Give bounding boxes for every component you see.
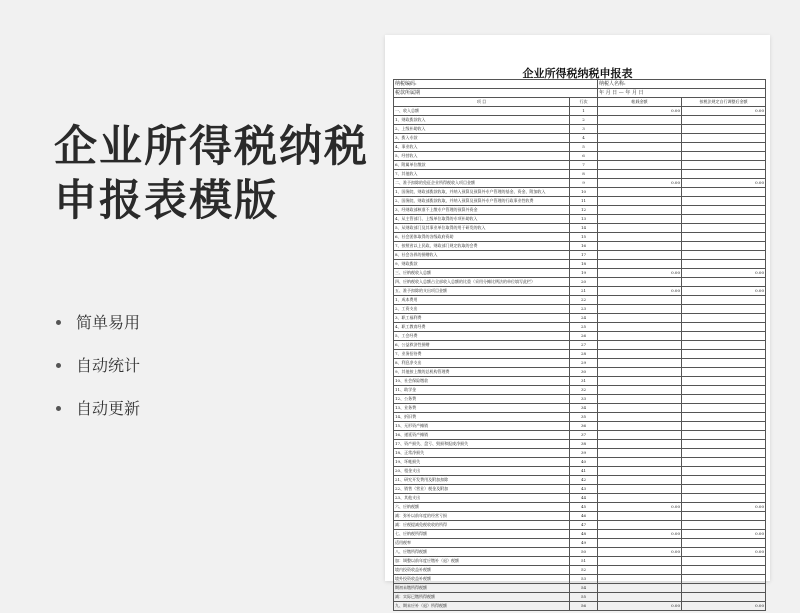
row-line-number: 54 — [570, 584, 598, 593]
row-book-amount — [598, 368, 682, 377]
row-adjusted-amount — [682, 170, 766, 179]
feature-item: 自动更新 — [54, 398, 140, 419]
row-adjusted-amount — [682, 233, 766, 242]
row-line-number: 44 — [570, 494, 598, 503]
row-item-label: 8、利息净支出 — [394, 359, 570, 368]
row-line-number: 4 — [570, 134, 598, 143]
row-item-label: 减：实际已缴所得税额 — [394, 593, 570, 602]
row-item-label: 九、期末应补（退）所得税额 — [394, 602, 570, 611]
period-text: 年 月 日 — 年 月 日 — [598, 89, 766, 98]
row-adjusted-amount — [682, 305, 766, 314]
row-item-label: 14、折旧费 — [394, 413, 570, 422]
row-line-number: 6 — [570, 152, 598, 161]
table-row — [394, 287, 766, 296]
table-row — [394, 503, 766, 512]
row-line-number: 30 — [570, 368, 598, 377]
table-row — [394, 296, 766, 305]
table-row — [394, 161, 766, 170]
row-line-number: 22 — [570, 296, 598, 305]
row-book-amount: 0.00 — [598, 602, 682, 611]
row-line-number: 26 — [570, 332, 598, 341]
row-item-label: 3、经财政部核准不上缴专户管理的预算外资金 — [394, 206, 570, 215]
row-book-amount: 0.00 — [598, 503, 682, 512]
row-book-amount — [598, 296, 682, 305]
row-line-number: 19 — [570, 269, 598, 278]
row-adjusted-amount — [682, 242, 766, 251]
row-line-number: 34 — [570, 404, 598, 413]
table-row — [394, 530, 766, 539]
row-item-label: 16、递延资产摊销 — [394, 431, 570, 440]
row-adjusted-amount — [682, 449, 766, 458]
row-book-amount — [598, 251, 682, 260]
row-adjusted-amount — [682, 314, 766, 323]
table-row — [394, 575, 766, 584]
row-item-label: 八、应缴所得税额 — [394, 548, 570, 557]
row-item-label: 7、业务招待费 — [394, 350, 570, 359]
row-line-number: 3 — [570, 125, 598, 134]
row-book-amount — [598, 305, 682, 314]
row-line-number: 24 — [570, 314, 598, 323]
row-book-amount — [598, 566, 682, 575]
row-line-number: 38 — [570, 440, 598, 449]
row-adjusted-amount — [682, 539, 766, 548]
row-book-amount: 0.00 — [598, 269, 682, 278]
row-item-label: 4、从主管部门、上级单位取得的专项补助收入 — [394, 215, 570, 224]
table-row — [394, 476, 766, 485]
taxpayer-id-label: 纳税编码: — [394, 80, 598, 89]
table-row — [394, 107, 766, 116]
row-book-amount — [598, 494, 682, 503]
row-book-amount — [598, 422, 682, 431]
row-adjusted-amount — [682, 143, 766, 152]
row-item-label: 期初未缴所得税额 — [394, 584, 570, 593]
row-item-label: 21、研究开发费用及附加扣除 — [394, 476, 570, 485]
row-line-number: 45 — [570, 503, 598, 512]
row-item-label: 二、准予扣除的免征企业所得税收入项目金额 — [394, 179, 570, 188]
row-line-number: 41 — [570, 467, 598, 476]
column-header: 行次 — [570, 98, 598, 107]
row-adjusted-amount — [682, 341, 766, 350]
table-row — [394, 449, 766, 458]
table-row — [394, 152, 766, 161]
table-row — [394, 521, 766, 530]
table-row — [394, 458, 766, 467]
row-book-amount — [598, 449, 682, 458]
row-item-label: 四、应纳税收入总额占全部收入总额的比重（采用分摊比例法的单位填写此栏） — [394, 278, 570, 287]
row-book-amount — [598, 242, 682, 251]
row-adjusted-amount — [682, 431, 766, 440]
row-adjusted-amount — [682, 440, 766, 449]
row-book-amount — [598, 206, 682, 215]
table-row — [394, 413, 766, 422]
row-line-number: 10 — [570, 188, 598, 197]
row-adjusted-amount — [682, 260, 766, 269]
table-row — [394, 350, 766, 359]
row-item-label: 23、其他支出 — [394, 494, 570, 503]
row-adjusted-amount — [682, 188, 766, 197]
row-book-amount — [598, 233, 682, 242]
row-line-number: 21 — [570, 287, 598, 296]
row-book-amount — [598, 161, 682, 170]
row-line-number: 50 — [570, 548, 598, 557]
table-row — [394, 359, 766, 368]
table-row — [394, 584, 766, 593]
row-book-amount — [598, 575, 682, 584]
table-row — [394, 170, 766, 179]
row-adjusted-amount — [682, 494, 766, 503]
row-adjusted-amount — [682, 134, 766, 143]
row-line-number: 43 — [570, 485, 598, 494]
row-book-amount — [598, 341, 682, 350]
row-line-number: 37 — [570, 431, 598, 440]
row-line-number: 32 — [570, 386, 598, 395]
table-row — [394, 251, 766, 260]
row-book-amount: 0.00 — [598, 530, 682, 539]
row-adjusted-amount: 0.00 — [682, 602, 766, 611]
row-adjusted-amount — [682, 584, 766, 593]
row-item-label: 19、坏帐损失 — [394, 458, 570, 467]
row-adjusted-amount — [682, 512, 766, 521]
row-item-label: 15、无形资产摊销 — [394, 422, 570, 431]
row-adjusted-amount — [682, 359, 766, 368]
row-book-amount — [598, 377, 682, 386]
row-book-amount — [598, 476, 682, 485]
row-item-label: 1、成本费用 — [394, 296, 570, 305]
table-row — [394, 602, 766, 611]
table-row — [394, 179, 766, 188]
row-adjusted-amount: 0.00 — [682, 179, 766, 188]
row-adjusted-amount — [682, 476, 766, 485]
table-row — [394, 386, 766, 395]
row-book-amount — [598, 413, 682, 422]
tax-period-row — [394, 89, 766, 98]
row-item-label: 13、业务费 — [394, 404, 570, 413]
row-book-amount — [598, 332, 682, 341]
row-book-amount — [598, 170, 682, 179]
row-line-number: 7 — [570, 161, 598, 170]
row-adjusted-amount: 0.00 — [682, 107, 766, 116]
table-row — [394, 134, 766, 143]
row-adjusted-amount — [682, 521, 766, 530]
taxpayer-name-label: 纳税人名称: — [598, 80, 766, 89]
row-item-label: 17、资产损失、盘亏、毁损和报废净损失 — [394, 440, 570, 449]
row-book-amount — [598, 224, 682, 233]
hero-title: 企业所得税纳税申报表模版 — [54, 122, 369, 226]
feature-item: 自动统计 — [54, 355, 140, 376]
row-adjusted-amount — [682, 593, 766, 602]
row-adjusted-amount — [682, 224, 766, 233]
row-item-label: 五、准予扣除的支出项目金额 — [394, 287, 570, 296]
row-adjusted-amount — [682, 278, 766, 287]
table-row — [394, 440, 766, 449]
feature-item: 简单易用 — [54, 312, 140, 333]
row-line-number: 52 — [570, 566, 598, 575]
row-item-label: 1、国务院、财政部拨款收取，并纳入预算及预算外专户管理的基金、资金、附加收入 — [394, 188, 570, 197]
table-row — [394, 125, 766, 134]
row-line-number: 23 — [570, 305, 598, 314]
row-book-amount — [598, 386, 682, 395]
table-row — [394, 557, 766, 566]
row-adjusted-amount: 0.00 — [682, 287, 766, 296]
row-book-amount — [598, 512, 682, 521]
row-item-label: 六、应纳税额 — [394, 503, 570, 512]
row-line-number: 35 — [570, 413, 598, 422]
row-book-amount — [598, 440, 682, 449]
table-row — [394, 269, 766, 278]
column-header: 按税法规定自行调整后金额 — [682, 98, 766, 107]
row-adjusted-amount — [682, 152, 766, 161]
row-book-amount — [598, 215, 682, 224]
row-adjusted-amount — [682, 395, 766, 404]
row-line-number: 49 — [570, 539, 598, 548]
row-item-label: 4、事业收入 — [394, 143, 570, 152]
table-row — [394, 368, 766, 377]
table-row — [394, 260, 766, 269]
row-book-amount — [598, 485, 682, 494]
table-row — [394, 188, 766, 197]
row-item-label: 七、应纳税所得额 — [394, 530, 570, 539]
row-adjusted-amount — [682, 125, 766, 134]
table-row — [394, 467, 766, 476]
table-row — [394, 278, 766, 287]
row-item-label: 减：应税提减免税收收的所得 — [394, 521, 570, 530]
tax-authority-label: 税款所属期 — [394, 89, 598, 98]
table-row — [394, 566, 766, 575]
row-item-label: 18、正常净损失 — [394, 449, 570, 458]
row-line-number: 1 — [570, 107, 598, 116]
row-item-label: 6、社会团体取得的各级政府资助 — [394, 233, 570, 242]
row-line-number: 53 — [570, 575, 598, 584]
row-book-amount — [598, 557, 682, 566]
row-line-number: 11 — [570, 197, 598, 206]
row-line-number: 9 — [570, 179, 598, 188]
row-adjusted-amount — [682, 458, 766, 467]
row-item-label: 加：调整以前年度应缴补（退）税额 — [394, 557, 570, 566]
document-title: 企业所得税纳税申报表 — [522, 67, 633, 80]
row-item-label: 减：弥补以前年度的经营亏损 — [394, 512, 570, 521]
row-adjusted-amount — [682, 386, 766, 395]
row-book-amount — [598, 431, 682, 440]
row-item-label: 三、应纳税收入总额 — [394, 269, 570, 278]
row-item-label: 境外投资收益补税额 — [394, 575, 570, 584]
row-item-label: 7、其他收入 — [394, 170, 570, 179]
row-item-label: 5、工会经费 — [394, 332, 570, 341]
row-book-amount — [598, 458, 682, 467]
row-adjusted-amount — [682, 566, 766, 575]
row-adjusted-amount — [682, 332, 766, 341]
row-adjusted-amount — [682, 557, 766, 566]
row-book-amount — [598, 143, 682, 152]
row-line-number: 5 — [570, 143, 598, 152]
row-item-label: 8、社会各界的捐赠收入 — [394, 251, 570, 260]
row-book-amount: 0.00 — [598, 548, 682, 557]
table-row — [394, 224, 766, 233]
row-item-label: 5、从财政部门及其事业单位取得的用于研发的收入 — [394, 224, 570, 233]
row-line-number: 2 — [570, 116, 598, 125]
table-row — [394, 305, 766, 314]
table-row — [394, 197, 766, 206]
row-item-label: 9、财政拨款 — [394, 260, 570, 269]
row-item-label: 境内投资收益补税额 — [394, 566, 570, 575]
row-book-amount — [598, 359, 682, 368]
row-line-number: 13 — [570, 215, 598, 224]
row-adjusted-amount — [682, 116, 766, 125]
row-line-number: 25 — [570, 323, 598, 332]
row-item-label: 适用税率 — [394, 539, 570, 548]
row-line-number: 16 — [570, 242, 598, 251]
row-item-label: 20、租金支出 — [394, 467, 570, 476]
table-row — [394, 116, 766, 125]
row-adjusted-amount — [682, 323, 766, 332]
row-line-number: 56 — [570, 602, 598, 611]
row-item-label: 6、公益救济性捐赠 — [394, 341, 570, 350]
row-adjusted-amount — [682, 251, 766, 260]
row-line-number: 42 — [570, 476, 598, 485]
table-row — [394, 314, 766, 323]
row-adjusted-amount — [682, 350, 766, 359]
row-adjusted-amount — [682, 161, 766, 170]
row-line-number: 8 — [570, 170, 598, 179]
row-item-label: 4、职工教育经费 — [394, 323, 570, 332]
row-book-amount — [598, 125, 682, 134]
table-row — [394, 323, 766, 332]
row-item-label: 一、收入总额 — [394, 107, 570, 116]
row-adjusted-amount: 0.00 — [682, 548, 766, 557]
row-item-label: 6、附属单位缴款 — [394, 161, 570, 170]
row-book-amount: 0.00 — [598, 179, 682, 188]
column-header-row — [394, 98, 766, 107]
row-line-number: 27 — [570, 341, 598, 350]
row-book-amount — [598, 323, 682, 332]
table-row — [394, 233, 766, 242]
row-item-label: 3、职工福利费 — [394, 314, 570, 323]
row-book-amount — [598, 395, 682, 404]
row-adjusted-amount — [682, 368, 766, 377]
table-row — [394, 143, 766, 152]
row-item-label: 7、按照省以上民政、财政部门规定收取的会费 — [394, 242, 570, 251]
row-line-number: 47 — [570, 521, 598, 530]
row-line-number: 28 — [570, 350, 598, 359]
document-preview — [385, 35, 770, 608]
row-book-amount: 0.00 — [598, 107, 682, 116]
table-row — [394, 485, 766, 494]
row-line-number: 29 — [570, 359, 598, 368]
taxpayer-info-row — [394, 80, 766, 89]
row-book-amount: 0.00 — [598, 287, 682, 296]
row-item-label: 10、社会保险缴款 — [394, 377, 570, 386]
table-row — [394, 341, 766, 350]
table-row — [394, 206, 766, 215]
row-item-label: 2、工资支出 — [394, 305, 570, 314]
table-row — [394, 332, 766, 341]
column-header: 帐载金额 — [598, 98, 682, 107]
table-row — [394, 242, 766, 251]
row-book-amount — [598, 350, 682, 359]
row-item-label: 12、公务费 — [394, 395, 570, 404]
table-row — [394, 215, 766, 224]
row-book-amount — [598, 404, 682, 413]
tax-form-table — [393, 79, 766, 611]
table-row — [394, 539, 766, 548]
row-book-amount — [598, 314, 682, 323]
row-book-amount — [598, 539, 682, 548]
row-adjusted-amount — [682, 467, 766, 476]
row-adjusted-amount — [682, 206, 766, 215]
row-line-number: 17 — [570, 251, 598, 260]
table-row — [394, 512, 766, 521]
row-item-label: 5、经营收入 — [394, 152, 570, 161]
row-adjusted-amount — [682, 575, 766, 584]
row-line-number: 55 — [570, 593, 598, 602]
row-adjusted-amount: 0.00 — [682, 503, 766, 512]
row-line-number: 48 — [570, 530, 598, 539]
row-book-amount — [598, 116, 682, 125]
row-book-amount — [598, 467, 682, 476]
row-line-number: 31 — [570, 377, 598, 386]
row-item-label: 2、上级补助收入 — [394, 125, 570, 134]
row-adjusted-amount: 0.00 — [682, 269, 766, 278]
table-row — [394, 431, 766, 440]
row-item-label: 22、销售（营业）税金及附加 — [394, 485, 570, 494]
row-adjusted-amount — [682, 197, 766, 206]
row-line-number: 51 — [570, 557, 598, 566]
row-book-amount — [598, 260, 682, 269]
row-line-number: 18 — [570, 260, 598, 269]
row-book-amount — [598, 134, 682, 143]
row-item-label: 11、助学金 — [394, 386, 570, 395]
feature-list — [54, 312, 140, 441]
row-line-number: 40 — [570, 458, 598, 467]
row-book-amount — [598, 584, 682, 593]
row-adjusted-amount — [682, 296, 766, 305]
table-row — [394, 395, 766, 404]
table-row — [394, 422, 766, 431]
row-adjusted-amount — [682, 377, 766, 386]
table-row — [394, 377, 766, 386]
row-item-label: 2、国务院、财政部拨款收取，并纳入预算及预算外专户管理的行政事业性收费 — [394, 197, 570, 206]
row-line-number: 36 — [570, 422, 598, 431]
row-adjusted-amount: 0.00 — [682, 530, 766, 539]
row-line-number: 15 — [570, 233, 598, 242]
row-line-number: 39 — [570, 449, 598, 458]
row-item-label: 1、财政拨款收入 — [394, 116, 570, 125]
row-adjusted-amount — [682, 413, 766, 422]
column-header: 项 目 — [394, 98, 570, 107]
row-book-amount — [598, 521, 682, 530]
row-adjusted-amount — [682, 485, 766, 494]
row-book-amount — [598, 593, 682, 602]
row-item-label: 3、拨入专款 — [394, 134, 570, 143]
table-row — [394, 494, 766, 503]
row-adjusted-amount — [682, 215, 766, 224]
row-book-amount — [598, 197, 682, 206]
row-adjusted-amount — [682, 422, 766, 431]
row-line-number: 14 — [570, 224, 598, 233]
row-book-amount — [598, 188, 682, 197]
table-row — [394, 593, 766, 602]
row-book-amount — [598, 152, 682, 161]
row-item-label: 9、其他按上缴的总机构管理费 — [394, 368, 570, 377]
table-row — [394, 404, 766, 413]
row-line-number: 33 — [570, 395, 598, 404]
row-line-number: 20 — [570, 278, 598, 287]
row-adjusted-amount — [682, 404, 766, 413]
row-line-number: 12 — [570, 206, 598, 215]
table-row — [394, 548, 766, 557]
row-line-number: 46 — [570, 512, 598, 521]
row-book-amount — [598, 278, 682, 287]
